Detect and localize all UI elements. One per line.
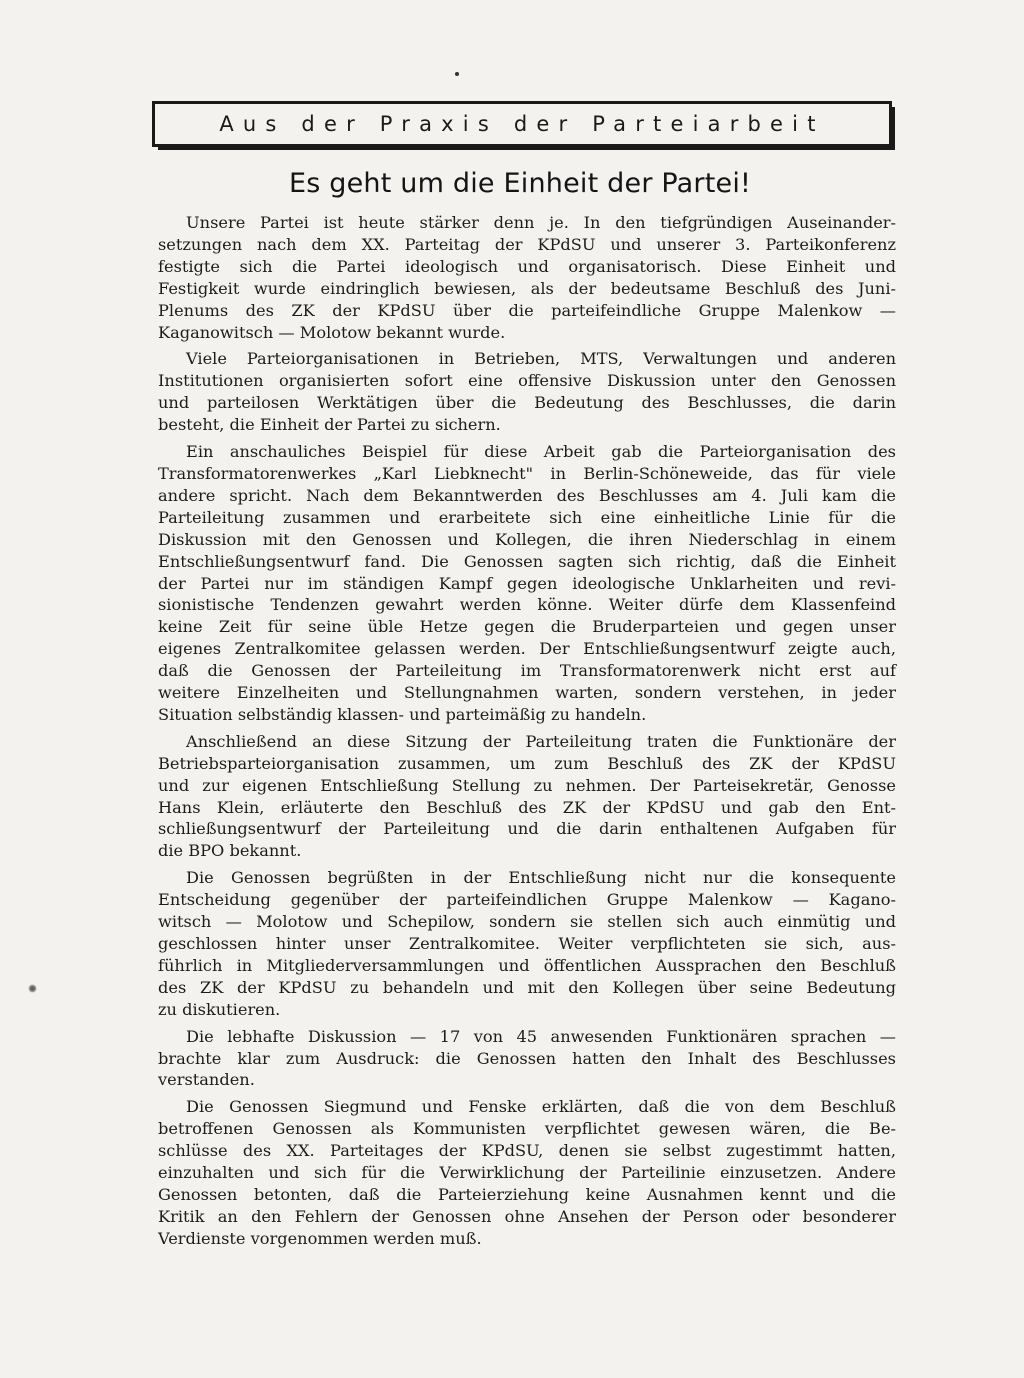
text-line: Die Genossen Siegmund und Fenske erklärten, daß die von dem Beschluß [186,1097,896,1117]
text-line: Die lebhafte Diskussion — 17 von 45 anwesenden Funktionären sprachen — [186,1026,896,1046]
text-line: der Partei nur im ständigen Kampf gegen ideologische Unklarheiten und revi- [158,573,896,593]
article-body [158,212,896,1255]
text-line: führlich in Mitgliederversammlungen und öffentlichen Aussprachen den Beschluß [158,955,896,975]
text-line: Entscheidung gegenüber der parteifeindlichen Gruppe Malenkow — Kagano- [158,890,896,910]
text-line: verstanden. [158,1070,255,1090]
text-line: Die Genossen begrüßten in der Entschließung nicht nur die konsequente [186,868,896,888]
text-line: festigte sich die Partei ideologisch und organisatorisch. Diese Einheit und [158,256,896,276]
text-line: schlüsse des XX. Parteitages der KPdSU, denen sie selbst zugestimmt hatten, [158,1141,896,1161]
article-paragraph [158,867,896,1020]
text-line: und parteilosen Werktätigen über die Bedeutung des Beschlusses, die darin [158,393,896,413]
text-line: zu diskutieren. [158,999,281,1019]
article-paragraph [158,1026,896,1092]
text-line: keine Zeit für seine üble Hetze gegen die Bruderparteien und gegen unser [158,617,896,637]
text-line: Hans Klein, erläuterte den Beschluß des ZK der KPdSU und gab den Ent- [158,797,896,817]
text-line: Kaganowitsch — Molotow bekannt wurde. [158,322,506,342]
text-line: Anschließend an diese Sitzung der Parteileitung traten die Funktionäre der [186,731,896,751]
text-line: Parteileitung zusammen und erarbeitete sich eine einheitliche Linie für die [158,507,896,527]
article-paragraph [158,212,896,343]
margin-speck [28,984,37,993]
text-line: weitere Einzelheiten und Stellungnahmen warten, sondern verstehen, in jeder [158,683,896,703]
text-line: geschlossen hinter unser Zentralkomitee. Weiter verpflichteten sie sich, aus- [158,934,896,953]
text-line: Genossen betonten, daß die Parteierziehung keine Ausnahmen kennt und die [158,1184,896,1204]
article-paragraph [158,1096,896,1249]
text-line: brachte klar zum Ausdruck: die Genossen hatten den Inhalt des Beschlusses [158,1048,896,1068]
text-line: witsch — Molotow und Schepilow, sondern sie stellen sich auch einmütig und [158,912,896,932]
text-line: eigenes Zentralkomitee gelassen werden. Der Entschließungsentwurf zeigte auch, [158,639,896,659]
text-line: Betriebsparteiorganisation zusammen, um zum Beschluß des ZK der KPdSU [158,753,896,773]
text-line: sionistische Tendenzen gewahrt werden könne. Weiter dürfe dem Klassenfeind [158,595,896,615]
text-line: betroffenen Genossen als Kommunisten verpflichtet gewesen wären, die Be- [158,1119,896,1139]
text-line: Festigkeit wurde eindringlich bewiesen, als der bedeutsame Beschluß des Juni- [158,278,896,298]
text-line: Transformatorenwerkes „Karl Liebknecht" in Berlin-Schöneweide, das für viele [158,463,896,483]
text-line: des ZK der KPdSU zu behandeln und mit den Kollegen über seine Bedeutung [158,977,896,997]
text-line: Diskussion mit den Genossen und Kollegen, die ihren Niederschlag in einem [158,529,896,549]
section-header: Aus der Praxis der Parteiarbeit [219,112,825,136]
page-dot [455,72,459,76]
text-line: Viele Parteiorganisationen in Betrieben, MTS, Verwaltungen und anderen [186,349,896,369]
text-line: Unsere Partei ist heute stärker denn je. In den tiefgründigen Auseinander- [186,213,896,232]
section-header-box [152,101,892,147]
article-paragraph [158,731,896,862]
article-paragraph [158,348,896,436]
text-line: Institutionen organisierten sofort eine offensive Diskussion unter den Genossen [158,371,896,391]
text-line: setzungen nach dem XX. Parteitag der KPdSU und unserer 3. Parteikonferenz [158,234,896,254]
text-line: Situation selbständig klassen- und parteimäßig zu handeln. [158,704,647,724]
article-paragraph [158,441,896,726]
text-line: daß die Genossen der Parteileitung im Transformatorenwerk nicht erst auf [158,661,896,681]
text-line: die BPO bekannt. [158,841,302,861]
text-line: Ein anschauliches Beispiel für diese Arbeit gab die Parteiorganisation des [186,442,896,462]
text-line: Plenums des ZK der KPdSU über die parteifeindliche Gruppe Malenkow — [158,300,896,320]
text-line: Kritik an den Fehlern der Genossen ohne Ansehen der Person oder besonderer [158,1206,896,1226]
text-line: und zur eigenen Entschließung Stellung zu nehmen. Der Parteisekretär, Genosse [158,775,896,795]
text-line: andere spricht. Nach dem Bekanntwerden des Beschlusses am 4. Juli kam die [158,485,896,505]
text-line: besteht, die Einheit der Partei zu sichern. [158,415,501,435]
text-line: Entschließungsentwurf fand. Die Genossen sagten sich richtig, daß die Einheit [158,551,896,571]
text-line: schließungsentwurf der Parteileitung und die darin enthaltenen Aufgaben für [158,819,896,839]
article-headline: Es geht um die Einheit der Partei! [288,168,752,199]
text-line: einzuhalten und sich für die Verwirklichung der Parteilinie einzusetzen. Andere [158,1163,896,1183]
text-line: Verdienste vorgenommen werden muß. [158,1228,482,1248]
